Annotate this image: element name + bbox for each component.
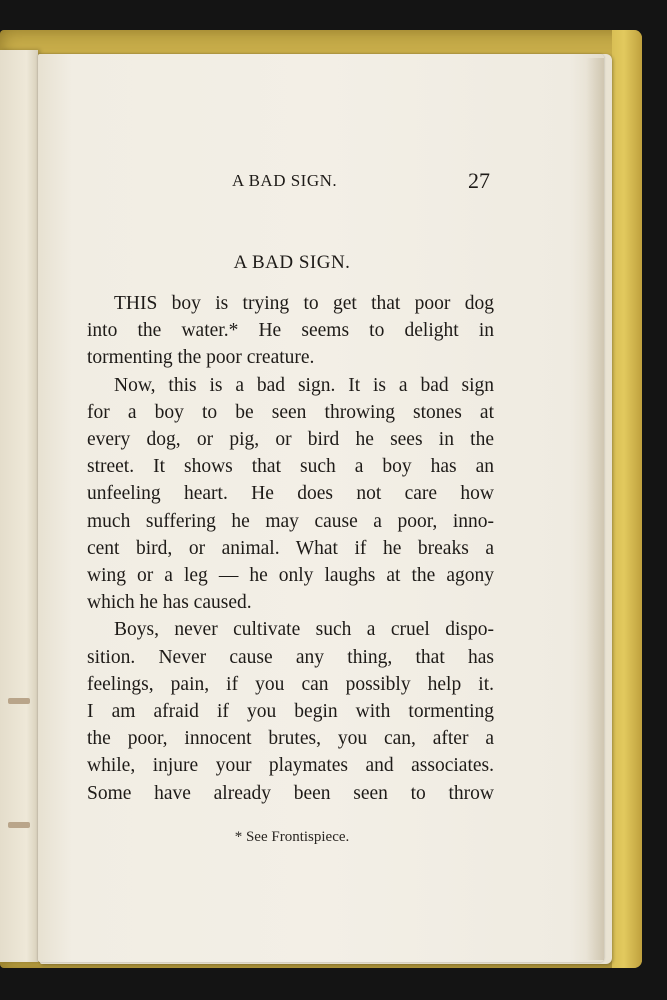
text-line: much suffering he may cause a poor, inno- [87,510,494,532]
text-line: cent bird, or animal. What if he breaks a [87,537,494,559]
footnote: * See Frontispiece. [234,829,350,845]
text-line: which he has caused. [87,592,252,614]
chapter-title: A BAD SIGN. [233,252,351,273]
text-line: sition. Never cause any thing, that has [87,646,494,668]
text-line: street. It shows that such a boy has an [87,456,494,478]
cover-edge [612,30,642,968]
binding-stitch [8,698,30,704]
text-line: into the water.* He seems to delight in [87,320,494,342]
page-gutter-shade [586,58,604,960]
text-line: the poor, innocent brutes, you can, after a [87,728,494,750]
text-line: while, injure your playmates and associates. [87,755,494,777]
text-line: feelings, pain, if you can possibly help it. [87,673,494,695]
left-page-edge [0,50,38,962]
text-line: I am afraid if you begin with tormenting [87,701,494,723]
running-head: A BAD SIGN. [232,171,338,190]
text-line: tormenting the poor creature. [87,347,315,369]
text-line: for a boy to be seen throwing stones at [87,401,494,423]
text-line: every dog, or pig, or bird he sees in the [87,429,494,451]
body-text [87,290,494,807]
page-number: 27 [468,168,490,193]
text-line: Some have already been seen to throw [87,782,494,804]
text-line: Now, this is a bad sign. It is a bad sign [114,374,494,396]
text-line: THIS boy is trying to get that poor dog [114,293,494,314]
text-line: unfeeling heart. He does not care how [87,483,494,505]
text-line: Boys, never cultivate such a cruel dispo- [114,619,494,641]
binding-stitch [8,822,30,828]
text-line: wing or a leg — he only laughs at the agony [87,565,494,587]
